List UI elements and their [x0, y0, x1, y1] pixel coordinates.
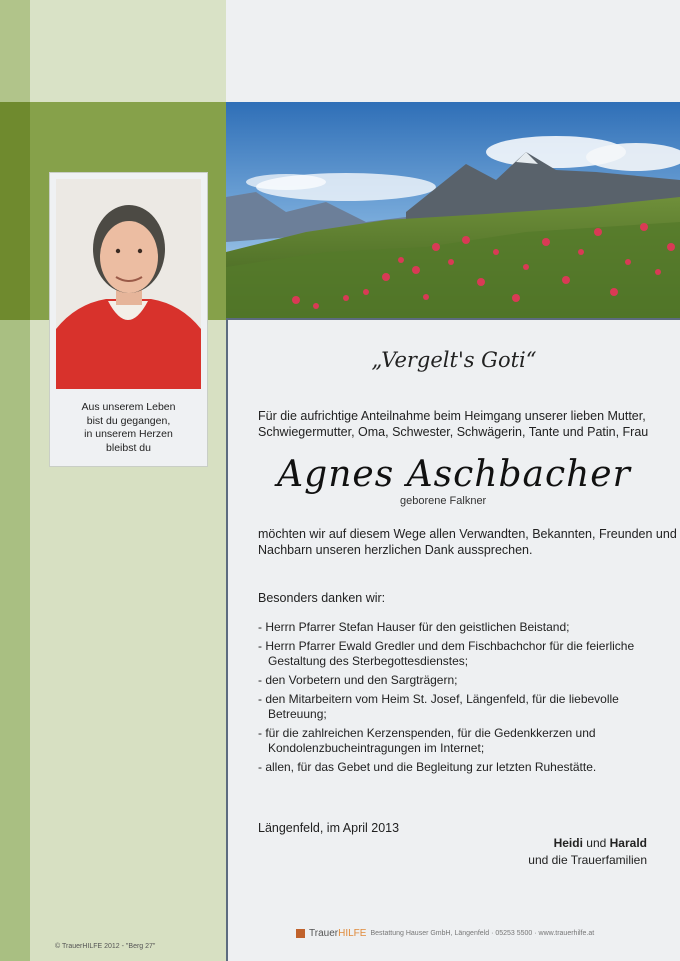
- place-date: Längenfeld, im April 2013: [258, 821, 400, 835]
- list-item: - den Vorbetern und den Sargträgern;: [258, 673, 458, 687]
- list-item: - Herrn Pfarrer Stefan Hauser für den geistlichen Beistand;: [258, 620, 570, 634]
- logo: [309, 928, 366, 939]
- list-item: - den Mitarbeitern vom Heim St. Josef, Längenfeld, für die liebevolle Betreuung;: [258, 692, 619, 721]
- card-verse: [50, 401, 207, 455]
- verse-line: in unserem Herzen: [84, 428, 173, 440]
- portrait-photo: [56, 179, 201, 389]
- divider-vertical: [226, 318, 228, 961]
- signature-and: und: [582, 836, 610, 850]
- top-left-block-dark: [0, 0, 30, 102]
- verse-line: Aus unserem Leben: [81, 401, 176, 413]
- footer: [296, 928, 616, 939]
- landscape-image: [226, 102, 680, 318]
- top-left-block: [30, 0, 226, 102]
- signature-names: [440, 836, 647, 850]
- thanks-list: [258, 620, 678, 779]
- logo-text-accent: HILFE: [338, 928, 367, 939]
- portrait-card: [50, 173, 207, 466]
- verse-line: bist du gegangen,: [86, 414, 171, 427]
- list-item: - für die zahlreichen Kerzenspenden, für die Gedenkkerzen und Kondolenzbucheintragungen im Internet;: [258, 726, 596, 755]
- thanks-text: möchten wir auf diesem Wege allen Verwandten, Bekannten, Freunden und Nachbarn unseren herzlichen Dank aussprechen.: [258, 527, 677, 557]
- signature-name: Harald: [609, 836, 647, 850]
- special-thanks-intro: Besonders danken wir:: [258, 591, 386, 605]
- green-band-dark: [0, 102, 30, 320]
- birth-name: geborene Falkner: [400, 495, 487, 507]
- deceased-name: Agnes Aschbacher: [277, 454, 631, 495]
- logo-text: Trauer: [309, 928, 339, 939]
- verse-line: bleibst du: [106, 441, 151, 454]
- intro-text: Für die aufrichtige Anteilnahme beim Heimgang unserer lieben Mutter, Schwiegermutter, Oma, Schwester, Schwägerin, Tante und Patin, Frau: [258, 409, 649, 439]
- logo-icon: [296, 929, 305, 938]
- footer-info: Bestattung Hauser GmbH, Längenfeld · 05253 5500 · www.trauerhilfe.at: [370, 930, 595, 937]
- list-item: - allen, für das Gebet und die Begleitung zur letzten Ruhestätte.: [258, 760, 597, 774]
- copyright: © TrauerHILFE 2012 - "Berg 27": [55, 943, 156, 950]
- divider-horizontal: [226, 318, 680, 320]
- signature-name: Heidi: [553, 836, 583, 850]
- signature-families: und die Trauerfamilien: [528, 853, 647, 867]
- heading: „Vergelt's Goti“: [371, 348, 537, 372]
- list-item: - Herrn Pfarrer Ewald Gredler und dem Fischbachchor für die feierliche Gestaltung des Sterbegottesdienstes;: [258, 639, 635, 668]
